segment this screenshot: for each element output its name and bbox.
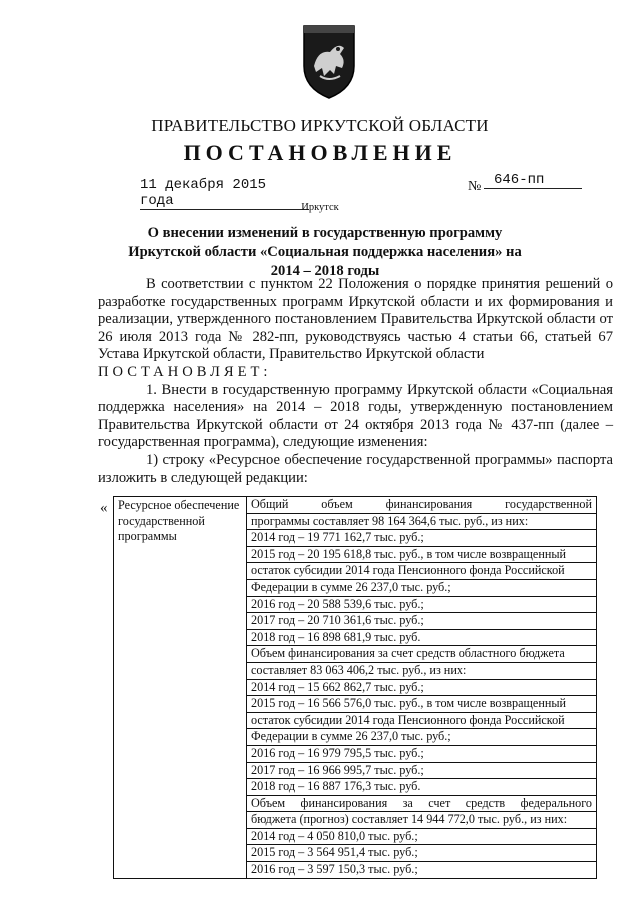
table-line: 2015 год – 16 566 576,0 тыс. руб., в том числе возвращенный — [247, 696, 596, 713]
document-title: О внесении изменений в государственную программу Иркутской области «Социальная поддержка населения» на 2014 – 2018 годы — [128, 225, 522, 279]
document-body — [98, 276, 613, 487]
item-1-1: 1) строку «Ресурсное обеспечение государственной программы» паспорта изложить в следующей редакции: — [98, 451, 613, 486]
table-line: остаток субсидии 2014 года Пенсионного фонда Российской — [247, 713, 596, 730]
table-line: 2016 год – 3 597 150,3 тыс. руб.; — [251, 862, 418, 877]
table-line: Федерации в сумме 26 237,0 тыс. руб.; — [247, 580, 596, 597]
table-line: 2016 год – 16 979 795,5 тыс. руб.; — [247, 746, 596, 763]
preamble: В соответствии с пунктом 22 Положения о порядке принятия решений о разработке государственных программ Иркутской области и их формирования и реализации, утвержденного постановлением Правительства Иркутской области от 26 июля 2013 года № 282-пп, руководствуясь частью 4 статьи 66, статьей 67 Устава Иркутской области, Правительство Иркутской области — [98, 276, 613, 363]
table-line: 2015 год – 3 564 951,4 тыс. руб.; — [247, 845, 596, 862]
table-line: Федерации в сумме 26 237,0 тыс. руб.; — [247, 729, 596, 746]
table-line: Объем финансирования за счет средств федерального — [247, 796, 596, 813]
open-quote: « — [100, 500, 108, 516]
table-line: Объем финансирования за счет средств областного бюджета — [247, 646, 596, 663]
table-line: остаток субсидии 2014 года Пенсионного фонда Российской — [247, 563, 596, 580]
table-line: составляет 83 063 406,2 тыс. руб., из них: — [247, 663, 596, 680]
number-label: № — [468, 179, 482, 194]
resource-value — [247, 497, 597, 879]
table-line: 2017 год – 20 710 361,6 тыс. руб.; — [247, 613, 596, 630]
passport-table — [113, 496, 597, 879]
decree-number: 646-пп — [484, 172, 582, 189]
government-name: ПРАВИТЕЛЬСТВО ИРКУТСКОЙ ОБЛАСТИ — [151, 116, 489, 135]
decree-date: 11 декабря 2015 года — [140, 177, 309, 210]
irkutsk-coat-of-arms-icon — [300, 22, 358, 100]
table-line: 2017 год – 16 966 995,7 тыс. руб.; — [247, 763, 596, 780]
table-line: 2018 год – 16 898 681,9 тыс. руб. — [247, 630, 596, 647]
table-line: 2014 год – 19 771 162,7 тыс. руб.; — [247, 530, 596, 547]
item-1: 1. Внести в государственную программу Иркутской области «Социальная поддержка населения» на 2014 – 2018 годы, утвержденную постановлением Правительства Иркутской области от 24 октября 2013 года № 437-пп (далее – государственная программа), следующие изменения: — [98, 381, 613, 451]
table-row — [114, 497, 597, 879]
table-line: 2016 год – 20 588 539,6 тыс. руб.; — [247, 597, 596, 614]
city: Иркутск — [301, 202, 339, 213]
table-line: 2014 год – 15 662 862,7 тыс. руб.; — [247, 680, 596, 697]
table-line: 2014 год – 4 050 810,0 тыс. руб.; — [247, 829, 596, 846]
table-line: программы составляет 98 164 364,6 тыс. руб., из них: — [247, 514, 596, 531]
resolves-heading: ПОСТАНОВЛЯЕТ: — [98, 363, 272, 380]
table-line: бюджета (прогноз) составляет 14 944 772,0 тыс. руб., из них: — [247, 812, 596, 829]
table-line: 2015 год – 20 195 618,8 тыс. руб., в том числе возвращенный — [247, 547, 596, 564]
resource-label: Ресурсное обеспечение государственной программы — [114, 497, 247, 879]
table-line: 2018 год – 16 887 176,3 тыс. руб. — [247, 779, 596, 796]
decree-heading: ПОСТАНОВЛЕНИЕ — [183, 140, 457, 165]
table-line: Общий объем финансирования государственной — [247, 497, 596, 514]
